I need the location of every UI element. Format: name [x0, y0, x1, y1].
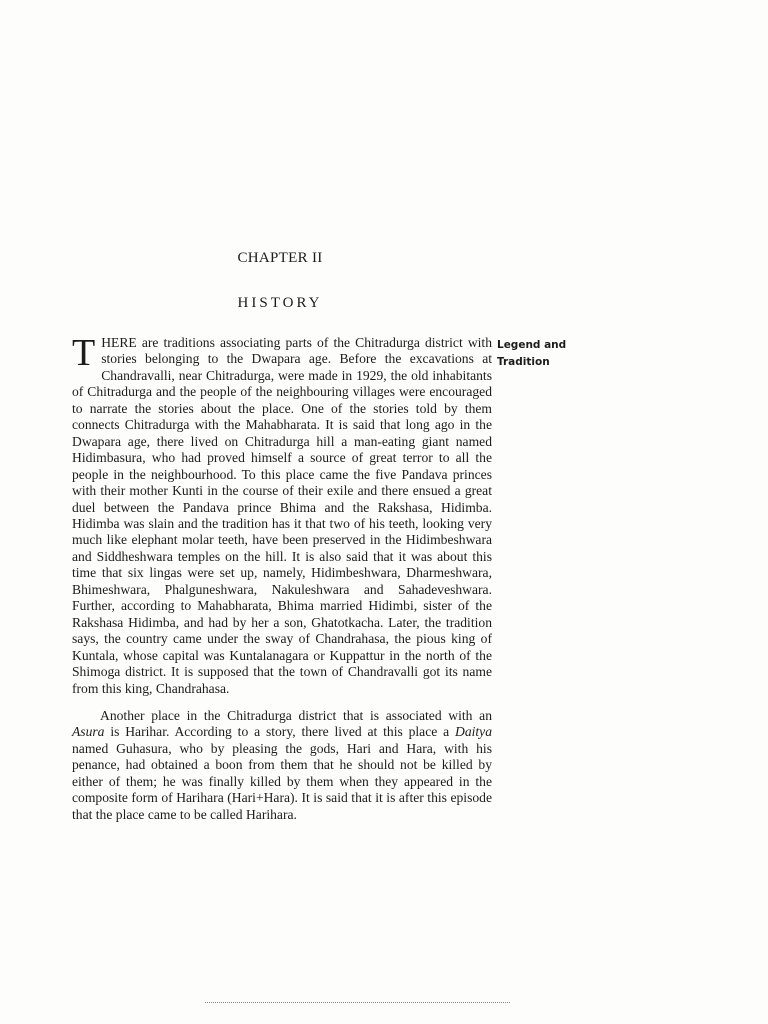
bottom-rule [205, 1002, 510, 1003]
margin-note [497, 337, 587, 371]
paragraph-2 [72, 708, 492, 823]
paragraph-1 [72, 332, 492, 697]
paragraph-2-text-a: Another place in the Chitradurga district that is associated with an [100, 707, 492, 723]
body-text [72, 332, 492, 823]
chapter-label: CHAPTER II [237, 250, 323, 266]
chapter-title: HISTORY [237, 295, 323, 311]
paragraph-1-text: HERE are traditions associating parts of the Chitradurga district with stories belonging to the Dwapara age. Before the excavations at Chandravalli, near Chitradurga, were made in 1929, the old inhabitants of Chitradurga and the people of the neighbouring villages were encouraged to narrate the stories about the place. One of the stories told by them connects Chitradurga with the Mahabharata. It is said that long ago in the Dwapara age, there lived on Chitradurga hill a man-eating giant named Hidimbasura, who had proved himself a source of great terror to all the people in the neighbourhood. To this place came the five Pandava princes with their mother Kunti in the course of their exile and there ensued a great duel between the Pandava prince Bhima and the Rakshasa, Hidimba. Hidimba was slain and the tradition has it that two of his teeth, looking very much like elephant molar teeth, have been preserved in the Hidimbeshwara and Siddheshwara temples on the hill. It is also said that it was about this time that six lingas were set up, namely, Hidimbeshwara, Dharmeshwara, Bhimeshwara, Phalguneshwara, Nakuleshwara and Sahadeveshwara. Further, according to Mahabharata, Bhima married Hidimbi, sister of the Rakshasa Hidimba, and had by her a son, Ghatotkacha. Later, the tradition says, the country came under the sway of Chandrahasa, the pious king of Kuntala, whose capital was Kuntalanagara or Kuppattur in the north of the Shimoga district. It is supposed that the town of Chandravalli got its name from this king, Chandrahasa. [72, 335, 492, 696]
paragraph-2-text-b: is Harihar. According to a story, there lived at this place a [104, 724, 455, 740]
paragraph-2-text-c: named Guhasura, who by pleasing the gods, Hari and Hara, with his penance, had obtained a boon from them that he should not be killed by either of them; he was finally killed by them when they appeared in the composite form of Harihara (Hari+Hara). It is said that it is after this episode that the place came to be called Harihara. [72, 740, 492, 822]
drop-cap: T [72, 332, 96, 374]
paragraph-2-daitya: Daitya [455, 724, 492, 740]
paragraph-2-asura: Asura [72, 724, 105, 740]
margin-note-line-2: Tradition [497, 356, 550, 368]
margin-note-line-1: Legend and [497, 339, 567, 351]
